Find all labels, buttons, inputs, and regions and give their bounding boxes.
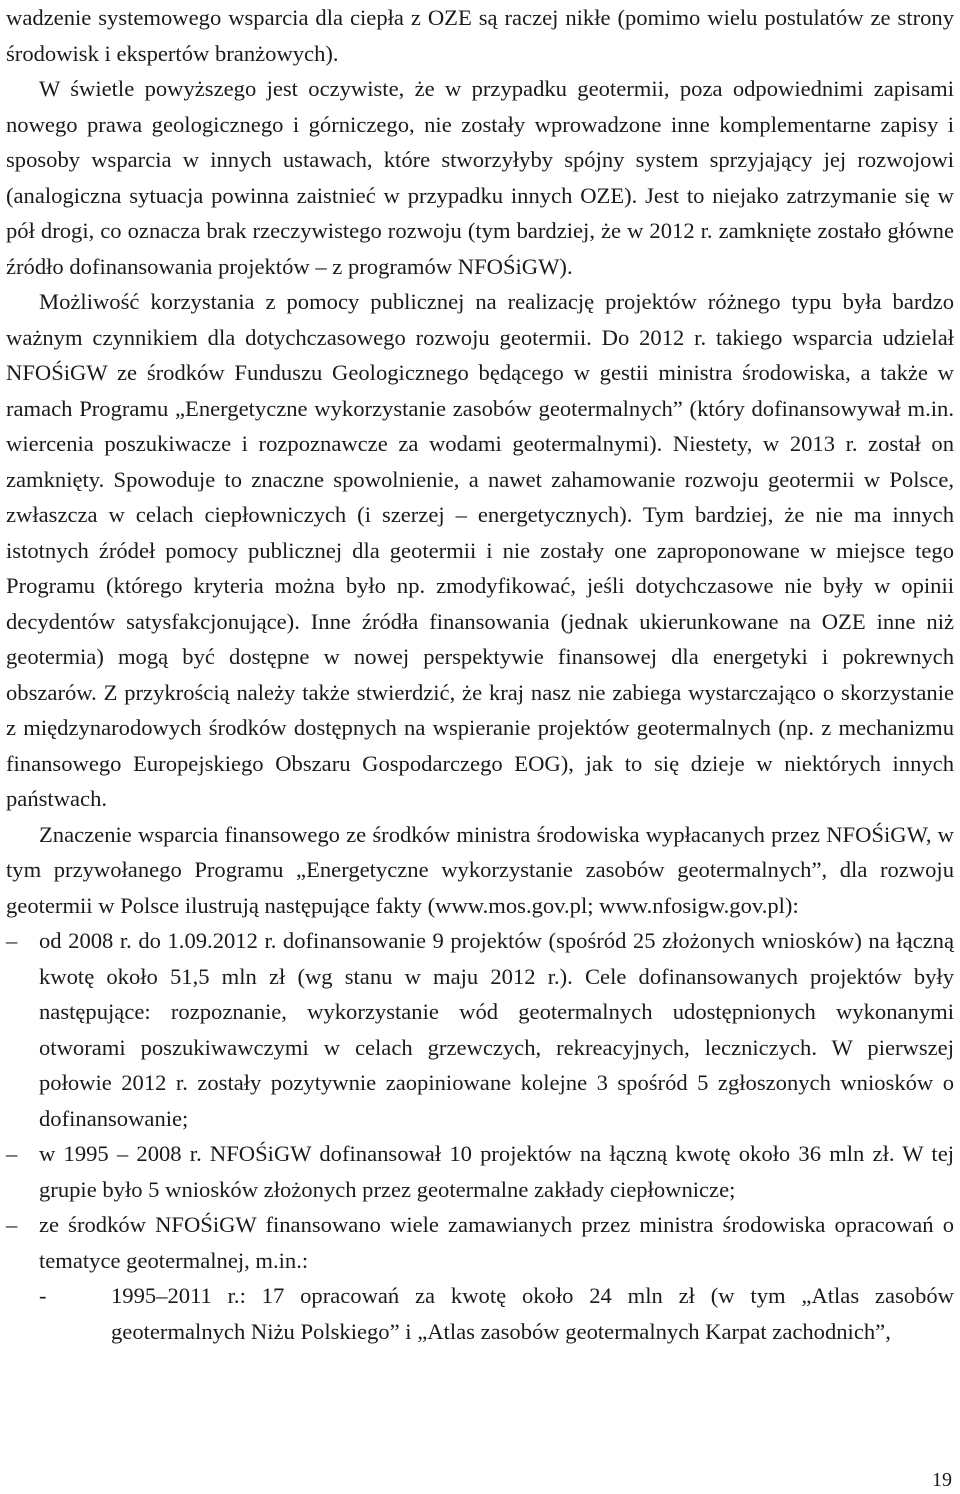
- sub-list-item-text: 1995–2011 r.: 17 opracowań za kwotę około 24 mln zł (w tym „Atlas zasobów geotermalnych Niżu Polskiego” i „Atlas zasobów geotermalnych Karpat zachodnich”,: [111, 1283, 954, 1344]
- list-item-text: w 1995 – 2008 r. NFOŚiGW dofinansował 10 projektów na łączną kwotę około 36 mln zł. W tej grupie było 5 wniosków złożonych przez geotermalne zakłady ciepłownicze;: [39, 1141, 954, 1202]
- page-number: 19: [932, 1469, 952, 1491]
- funding-facts-list: [6, 923, 954, 1349]
- list-item-text: ze środków NFOŚiGW finansowano wiele zamawianych przez ministra środowiska opracowań o tematyce geotermalnej, m.in.:: [39, 1212, 954, 1273]
- list-dash-marker: –: [6, 928, 18, 953]
- document-page: [6, 0, 954, 1349]
- list-item-text: od 2008 r. do 1.09.2012 r. dofinansowanie 9 projektów (spośród 25 złożonych wniosków) na łączną kwotę około 51,5 mln zł (wg stanu w maju 2012 r.). Cele dofinansowanych projektów były następujące: rozpoznanie, wykorzystanie wód geotermalnych udostępnionych wykonanymi otworami poszukiwawczymi w celach grzewczych, rekreacyjnych, leczniczych. W pierwszej połowie 2012 r. zostały pozytywnie zaopiniowane kolejne 3 spośród 5 zgłoszonych wniosków o dofinansowanie;: [39, 928, 954, 1131]
- body-text: [6, 0, 954, 1349]
- paragraph-public-aid: Możliwość korzystania z pomocy publicznej na realizację projektów różnego typu była bardzo ważnym czynnikiem dla dotychczasowego rozwoju geotermii. Do 2012 r. takiego wsparcia udzielał NFOŚiGW ze środków Funduszu Geologicznego będącego w gestii ministra środowiska, a także w ramach Programu „Energetyczne wykorzystanie zasobów geotermalnych” (który dofinansowywał m.in. wiercenia poszukiwacze i rozpoznawcze za wodami geotermalnymi). Niestety, w 2013 r. został on zamknięty. Spowoduje to znaczne spowolnienie, a nawet zahamowanie rozwoju geotermii w Polsce, zwłaszcza w celach ciepłowniczych (i szerzej – energetycznych). Tym bardziej, że nie ma innych istotnych źródeł pomocy publicznej dla geotermii i nie zostały one zaproponowane w miejsce tego Programu (którego kryteria można było np. zmodyfikować, jeśli dotychczasowe nie były w opinii decydentów satysfakcjonujące). Inne źródła finansowania (jednak ukierunkowane na OZE inne niż geotermia) mogą być dostępne w nowej perspektywie finansowej dla energetyki i pokrewnych obszarów. Z przykrością należy także stwierdzić, że kraj nasz nie zabiega wystarczająco o skorzystanie z międzynarodowych środków dostępnych na wspieranie projektów geotermalnych (np. z mechanizmu finansowego Europejskiego Obszaru Gospodarczego EOG), jak to się dzieje w niektórych innych państwach.: [6, 289, 954, 811]
- list-item: [6, 1136, 954, 1207]
- list-item: [6, 1207, 954, 1349]
- sub-list-hyphen-marker: -: [39, 1283, 47, 1308]
- sub-list-item: [39, 1278, 954, 1349]
- paragraph-funding-facts: Znaczenie wsparcia finansowego ze środków ministra środowiska wypłacanych przez NFOŚiGW, w tym przywołanego Programu „Energetyczne wykorzystanie zasobów geotermalnych”, dla rozwoju geotermii w Polsce ilustrują następujące fakty (www.mos.gov.pl; www.nfosigw.gov.pl):: [6, 821, 954, 918]
- paragraph-continued: wadzenie systemowego wsparcia dla ciepła z OZE są raczej nikłe (pomimo wielu postulatów ze strony środowisk i ekspertów branżowych).: [6, 5, 954, 66]
- paragraph-geothermal-law: W świetle powyższego jest oczywiste, że w przypadku geotermii, poza odpowiednimi zapisami nowego prawa geologicznego i górniczego, nie zostały wprowadzone inne komplementarne zapisy i sposoby wsparcia w innych ustawach, które stworzyłyby spójny system sprzyjający jej rozwojowi (analogiczna sytuacja powinna zaistnieć w przypadku innych OZE). Jest to niejako zatrzymanie się w pół drogi, co oznacza brak rzeczywistego rozwoju (tym bardziej, że w 2012 r. zamknięte zostało główne źródło dofinansowania projektów – z programów NFOŚiGW).: [6, 76, 954, 279]
- list-dash-marker: –: [6, 1141, 18, 1166]
- studies-sub-list: [39, 1278, 954, 1349]
- list-dash-marker: –: [6, 1212, 18, 1237]
- list-item: [6, 923, 954, 1136]
